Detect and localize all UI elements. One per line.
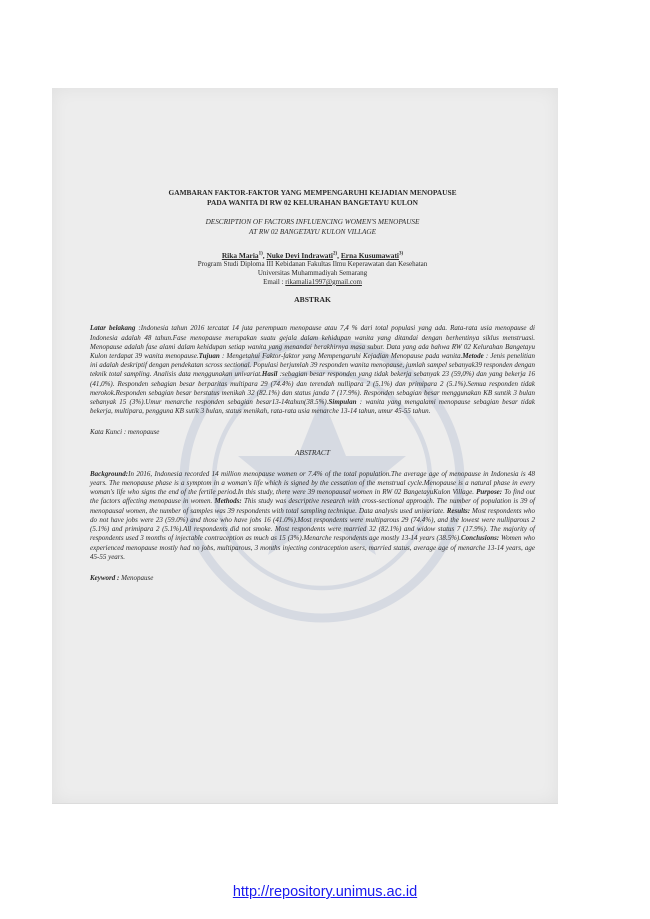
affiliation-line-2: Universitas Muhammadiyah Semarang [257, 268, 368, 277]
author-sup: 3) [398, 251, 404, 257]
tujuan-label: Tujuan [198, 351, 220, 360]
abstrak-heading: ABSTRAK [294, 294, 331, 304]
author-name: Erna Kusumawati [340, 250, 399, 260]
simpulan-text: : wanita yang mengalami menopause sebagian besar tidak bekerja, multipara, pengguna KB sutik 3 bulan, status menikah, rata-rata usia menarche 13-14 tahun, umur 45-55 tahun. [90, 398, 535, 416]
author-name: Nuke Devi Indrawati [266, 250, 333, 260]
email-link[interactable]: rikamalia1997@gmail.com [285, 277, 362, 286]
background-text: In 2016, Indonesia recorded 14 million menopause women or 7.4% of the total population.The average age of menopause in Indonesia is 48 years. The menopause phase is a symptom in a woman's life which is signed by the cessation of the menstrual cycle.Menopause is a natural phase in every woman's life who signs the end of the fertile period.In this study, there were 39 menopausal women in RW 02 BangetayuKulon Village. [90, 469, 535, 497]
authors: Rika Maria$^{1)}$, Nuke Devi Indrawati$^{2)}$, Erna Kusumawati$^{3)}$ [221, 250, 404, 260]
results-text: Most respondents who do not have jobs were 23 (59.0%) and those who have jobs 16 (41.0%).Most respondents were multiparous 29 (74.4%), and the lowest were nulliparous 2 (5.1%) and primipara 2 (5.1%).All respondents did not smoke. Most respondents were married 32 (82.1%) and widow status 7 (17.9%). The majority of respondents used 3 months of injectable contraception as much as 15 (3%).Menarche respondents age mostly 13-14 years (38.5%). [90, 506, 535, 543]
abstract-heading: ABSTRACT [295, 448, 330, 458]
background-label: Background: [90, 469, 129, 478]
author-sup: 2) [333, 251, 338, 257]
title-en-line-2: AT RW 02 BANGETAYU KULON VILLAGE [249, 227, 376, 236]
repository-link[interactable]: http://repository.unimus.ac.id [232, 884, 418, 900]
keyword-label: Keyword : [90, 573, 120, 582]
tujuan-text: : Mengetahui Faktor-faktor yang Mempengaruhi Kejadian Menopause pada wanita. [219, 351, 463, 360]
abstrak-paragraph [90, 324, 535, 416]
conclusions-text: Women who experienced menopause mostly had no jobs, multiparous, 3 months injecting contraception users, married status, average age of menarche 13-14 years, age 45-55 years. [90, 534, 535, 561]
latar-label: Latar belakang [90, 324, 136, 333]
abstract-paragraph [90, 470, 535, 562]
keyword-line [90, 574, 535, 583]
paper-title [90, 188, 535, 207]
email-line [90, 278, 535, 287]
methods-text: This study was descriptive research with cross-sectional approach. The number of population is 39 of menopausal women, the number of samples was 39 respondents with total sampling technique. Data analysis used univariate. [90, 497, 536, 515]
methods-label: Methods: [214, 497, 242, 506]
hasil-label: Hasil [261, 370, 278, 379]
author-sup: 1) [258, 251, 263, 257]
email-label: Email : [263, 277, 286, 286]
title-line-1: GAMBARAN FAKTOR-FAKTOR YANG MEMPENGARUHI KEJADIAN MENOPAUSE [168, 188, 457, 197]
latar-text: :Indonesia tahun 2016 tercatat 14 juta perempuan menopause atau 7,4 % dari total populasi yang ada. Rata-rata usia menopause di Indonesia adalah 48 tahun.Fase menopause merupakan suatu gejala dalam kehidupan wanita yang ditandai dengan berhentinya siklus menstruasi. Menopause adalah fase alami dalam kehidupan setiap wanita yang menandai berakhirnya masa subur. Data yang ada bahwa RW 02 Kelurahan Bangetayu Kulon terdapat 39 wanita menopause. [90, 324, 535, 360]
metode-label: Metode [462, 351, 484, 360]
hasil-text: :sebagian besar responden yang tidak bekerja sebanyak 23 (59,0%) dan yang bekerja 16 (41,0%). Responden sebagian besar berparitas multipara 29 (74.4%) dan terendah nullipara 2 (5.1%) dan primipara 2 (5.1%).Semua responden tidak merokok.Responden sebagian besar berstatus menikah 32 (82.1%) dan status janda 7 (17.9%). Responden sebagian besar menggunakan KB suntik 3 bulan sebanyak 15 (3%).Umur menarche responden sebagian besar13-14tahun(38.5%). [90, 370, 535, 407]
title-line-2: PADA WANITA DI RW 02 KELURAHAN BANGETAYU KULON [207, 197, 418, 207]
results-label: Results: [446, 506, 471, 515]
paper-title-english [90, 218, 535, 237]
kata-kunci: Kata Kunci : menopause [90, 427, 160, 436]
author-name: Rika Maria [221, 250, 259, 260]
affiliation [90, 260, 535, 287]
keyword-value: Menopause [119, 573, 154, 582]
simpulan-label: Simpulan [328, 398, 357, 407]
affiliation-line-1: Program Studi Diploma III Kebidanan Fakultas Ilmu Keperawatan dan Kesehatan [197, 259, 428, 268]
metode-text: : Jenis penelitian ini adalah deskriptif dengan pendekatan scross sectional. Populasi berjumlah 39 responden wanita menopause, jumlah sampel sebanyak39 responden dengan teknik total sampling. Analisis data menggunakan univariat. [90, 351, 535, 379]
purpose-text: To find out the factors affecting menopause in women. [90, 488, 535, 506]
page-divider [52, 803, 558, 804]
purpose-label: Purpose: [476, 488, 503, 497]
paper-content [90, 188, 535, 583]
conclusions-label: Conclusions: [461, 534, 500, 543]
title-en-line-1: DESCRIPTION OF FACTORS INFLUENCING WOMEN'S MENOPAUSE [205, 218, 420, 227]
